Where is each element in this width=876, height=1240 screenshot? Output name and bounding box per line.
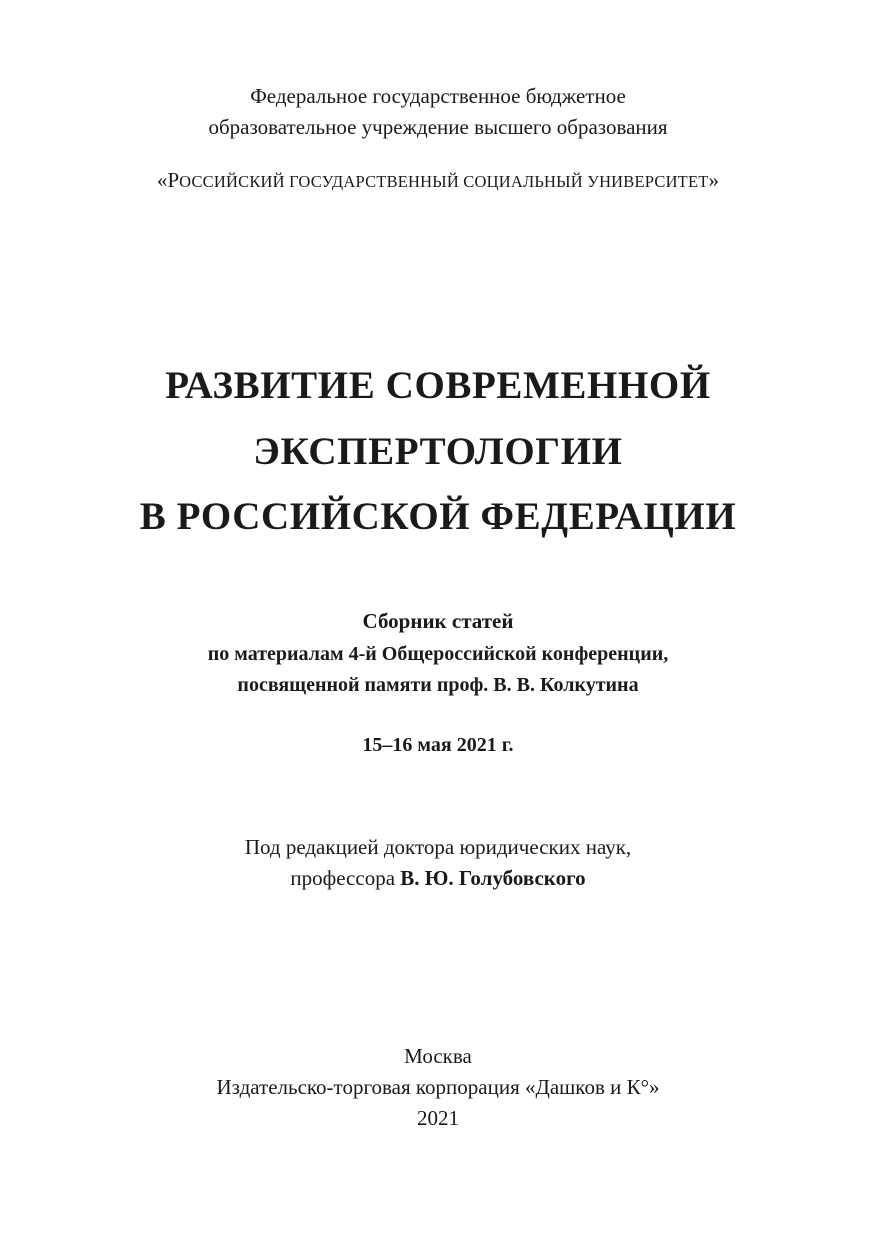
- institution-line-2: образовательное учреждение высшего образования: [208, 115, 668, 139]
- institution-line-1: Федеральное государственное бюджетное: [250, 84, 626, 108]
- subtitle-line-2: по материалам 4-й Общероссийской конференции,: [207, 643, 669, 665]
- editor-name: В. Ю. Голубовского: [400, 866, 586, 890]
- imprint-publisher: Издательско-торговая корпорация «Дашков и К°»: [216, 1075, 660, 1099]
- subtitle-line-1: Сборник статей: [362, 609, 514, 633]
- subtitle-line-3: посвященной памяти проф. В. В. Колкутина: [237, 674, 639, 696]
- editor-line-1: Под редакцией доктора юридических наук,: [244, 835, 632, 859]
- conference-dates: 15–16 мая 2021 г.: [362, 734, 514, 756]
- title-line-2: ЭКСПЕРТОЛОГИИ: [253, 430, 623, 473]
- university-open: «Р: [156, 168, 180, 192]
- editor-line-2: [0, 868, 876, 889]
- title-line-1: РАЗВИТИЕ СОВРЕМЕННОЙ: [165, 364, 711, 407]
- imprint-city: Москва: [404, 1044, 472, 1068]
- imprint-year: 2021: [417, 1106, 459, 1130]
- title-line-3: В РОССИЙСКОЙ ФЕДЕРАЦИИ: [139, 495, 737, 538]
- university-close: »: [708, 168, 720, 192]
- university-name: [0, 170, 876, 191]
- editor-prefix: профессора: [290, 866, 401, 890]
- university-smallcaps: ОССИЙСКИЙ ГОСУДАРСТВЕННЫЙ СОЦИАЛЬНЫЙ УНИВЕРСИТЕТ: [179, 172, 709, 191]
